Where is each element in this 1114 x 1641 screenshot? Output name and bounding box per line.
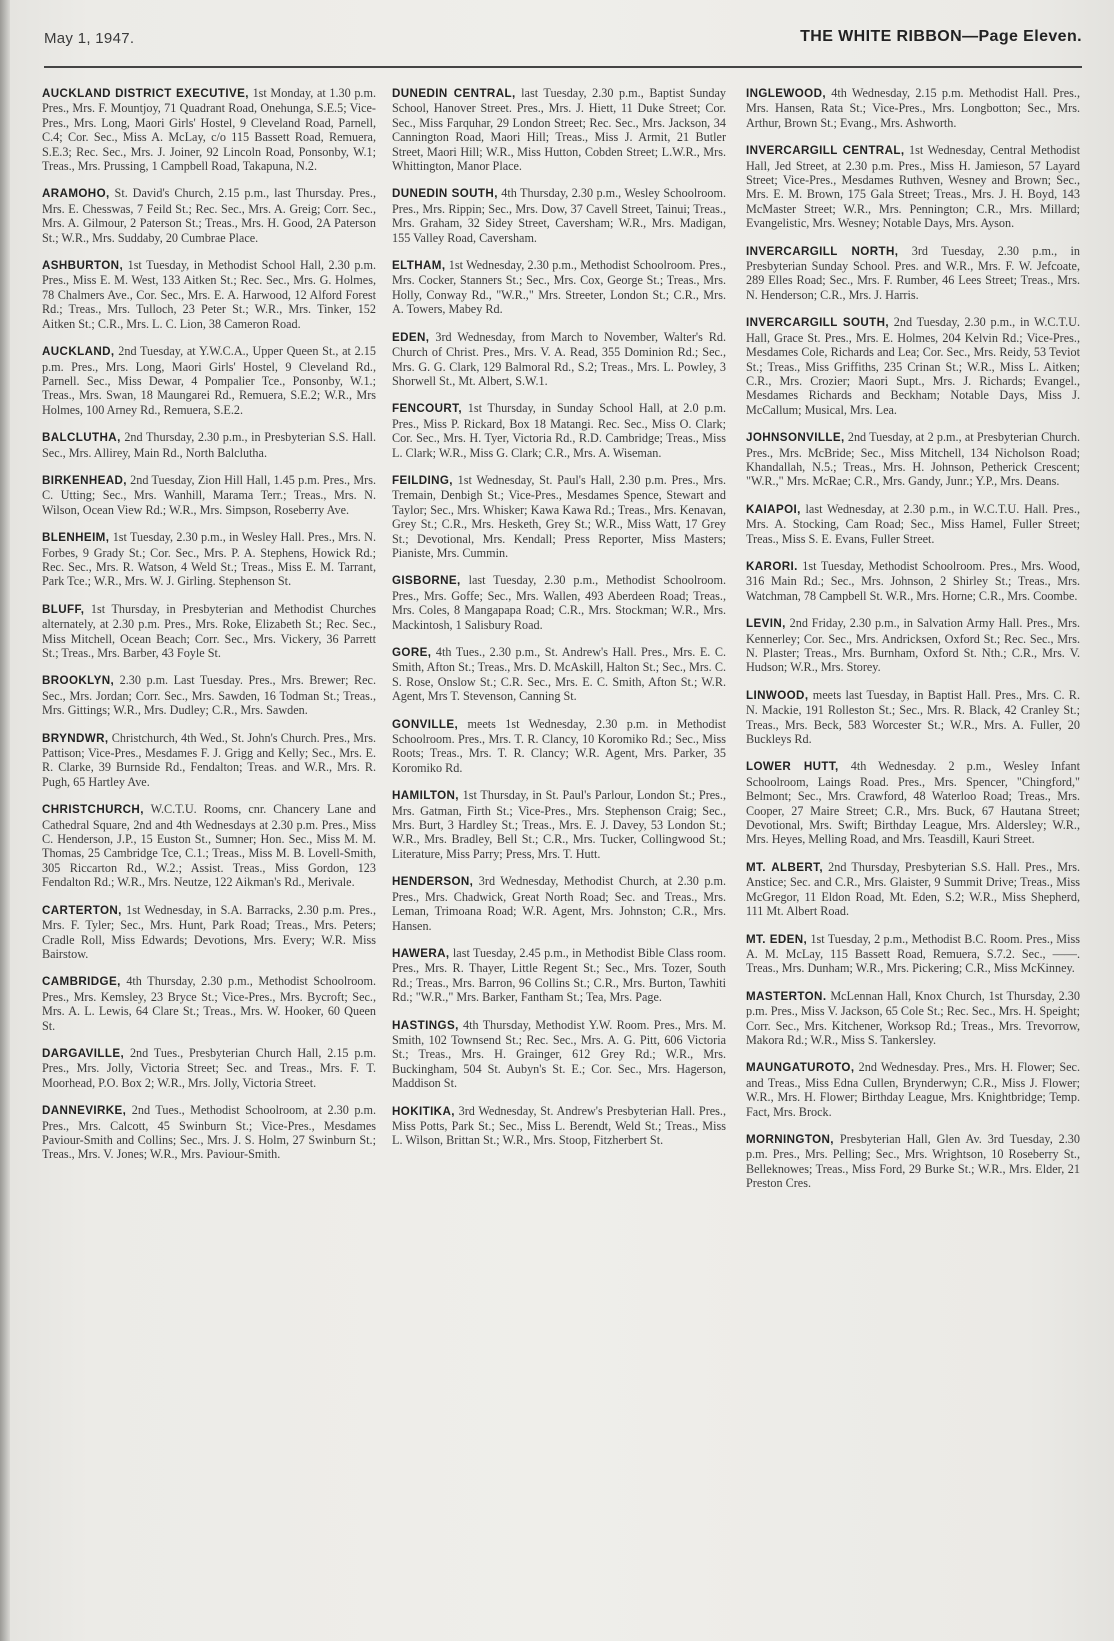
branch-name: INVERCARGILL SOUTH,	[746, 316, 890, 330]
branch-name: LOWER HUTT,	[746, 760, 839, 774]
branch-details: last Tuesday, 2.30 p.m., Baptist Sunday School, Hanover Street. Pres., Mrs. J. Hiett, 11 Duke Street; Cor. Sec., Miss Farquhar, 29 London Street; Rec. Sec., Mrs. Jackson, 34 Cannington Road, Maori Hill; Treas., Miss J. Armit, 21 Butler Street, Maori Hill; W.R., Miss Hutton, Cobden Street; L.W.R., Mrs. Whittington, Manor Place.	[392, 86, 726, 174]
branch-details: 1st Monday, at 1.30 p.m. Pres., Mrs. F. Mountjoy, 71 Quadrant Road, Onehunga, S.E.5; Vice-Pres., Mrs. Long, Maori Girls' Hostel, 9 Cleveland Road, Parnell, C.4; Cor. Sec., Miss A. McLay, c/o 115 Bassett Road, Remuera, S.E.3; Rec. Sec., Mrs. J. Joiner, 92 Lincoln Road, Ponsonby, W.1; Treas., Mrs. Prussing, 1 Campbell Road, Takapuna, N.2.	[42, 86, 377, 174]
branch-name: LEVIN,	[746, 617, 786, 631]
branch-entry	[42, 802, 376, 889]
branch-entry	[42, 430, 376, 460]
column-1	[42, 86, 376, 1175]
branch-entry	[746, 143, 1080, 230]
branch-name: MT. ALBERT,	[746, 860, 823, 874]
branch-name: MASTERTON.	[746, 989, 827, 1003]
branch-details: meets 1st Wednesday, 2.30 p.m. in Methodist Schoolroom. Pres., Mrs. T. R. Clancy, 10 Koromiko Rd.; Sec., Miss Roots; Treas., Mrs. T. R. Clancy; W.R. Agent, Mrs. Parker, 35 Koromiko Rd.	[392, 716, 727, 775]
branch-name: MORNINGTON,	[746, 1132, 834, 1146]
branch-details: 1st Tuesday, 2 p.m., Methodist B.C. Room. Pres., Miss A. M. McLay, 115 Bassett Road, Remuera, S.7.2. Sec., ——. Treas., Mrs. Dunham; W.R., Mrs. Pickering; C.R., Miss McKinney.	[746, 931, 1081, 976]
branch-name: HAMILTON,	[392, 789, 459, 803]
branch-details: 2nd Tuesday, at Y.W.C.A., Upper Queen St., at 2.15 p.m. Pres., Mrs. Long, Maori Girls' Hostel, 9 Cleveland Rd., Parnell. Sec., Miss Dewar, 4 Pompalier Tce., Ponsonby, W.1.; Treas., Mrs. Swan, 18 Maungarei Rd., Remuera, S.E.2; W.R., Mrs Holmes, 100 Arney Rd., Remuera, S.E.2.	[42, 344, 376, 417]
branch-entry	[746, 989, 1080, 1048]
header-rule	[44, 66, 1082, 68]
branch-entry	[42, 258, 376, 331]
branch-details: 4th Wednesday, 2.15 p.m. Methodist Hall. Pres., Mrs. Hansen, Rata St.; Vice-Pres., Mrs. Longbotton; Sec., Mrs. Arthur, Brown St.; Evang., Mrs. Ashworth.	[746, 86, 1080, 130]
branch-name: CAMBRIDGE,	[42, 975, 121, 989]
branch-entry	[746, 502, 1080, 546]
page-edge-shadow	[0, 0, 10, 1641]
branch-name: MAUNGATUROTO,	[746, 1061, 855, 1075]
branch-details: 1st Tuesday, in Methodist School Hall, 2.30 p.m. Pres., Miss E. M. West, 133 Aitken St.; Rec. Sec., Mrs. G. Holmes, 78 Chalmers Ave., Cor. Sec., Mrs. E. A. Harwood, 12 Alford Forest Rd.; Treas., Mrs. Tulloch, 23 Peter St.; W.R., Mrs. Tinker, 152 Aitken St.; C.R., Mrs. L. C. Lion, 38 Cameron Road.	[42, 258, 376, 331]
branch-details: 1st Wednesday, in S.A. Barracks, 2.30 p.m. Pres., Mrs. F. Tyler; Sec., Mrs. Hunt, Park Road; Treas., Mrs. Peters; Cradle Roll, Miss Edwards; Devotions, Mrs. Every; W.R. Miss Bairstow.	[42, 902, 377, 961]
branch-details: Presbyterian Hall, Glen Av. 3rd Tuesday, 2.30 p.m. Pres., Mrs. Pelling; Sec., Mrs. Wrightson, 10 Roseberry St., Belleknowes; Treas., Miss Ford, 29 Burke St.; W.R., Mrs. Elder, 21 Preston Cres.	[746, 1131, 1080, 1191]
branch-name: ASHBURTON,	[42, 259, 124, 273]
branch-entry	[746, 860, 1080, 919]
branch-entry	[392, 717, 726, 776]
branch-entry	[746, 688, 1080, 747]
branch-entry	[42, 673, 376, 717]
branch-entry	[746, 315, 1080, 417]
branch-details: 1st Wednesday, 2.30 p.m., Methodist Schoolroom. Pres., Mrs. Cocker, Stanners St.; Sec., Mrs. Cox, George St.; Treas., Mrs. Holly, Conway Rd., "W.R.," Mrs. Streeter, London St.; C.R., Mrs. A. Towers, Mabey Rd.	[392, 258, 727, 317]
branch-details: 2nd Friday, 2.30 p.m., in Salvation Army Hall. Pres., Mrs. Kennerley; Cor. Sec., Mrs. Andricksen, Oxford St.; Rec. Sec., Mrs. N. Plaster; Treas., Mrs. Burnham, Oxford St. Nth.; C.R., Mrs. V. Hudson; W.R., Mrs. Storey.	[746, 616, 1080, 675]
branch-name: INVERCARGILL CENTRAL,	[746, 144, 905, 158]
issue-date: May 1, 1947.	[44, 30, 135, 47]
branch-entry	[42, 473, 376, 517]
branch-entry	[392, 186, 726, 245]
branch-details: 1st Tuesday, 2.30 p.m., in Wesley Hall. Pres., Mrs. N. Forbes, 9 Grady St.; Cor. Sec., Mrs. P. A. Stephens, Howick Rd.; Rec. Sec., Mrs. R. Watson, 4 Weld St.; Treas., Miss E. M. Tarrant, Park Tce.; W.R., Mrs. W. J. Girling. Stephenson St.	[42, 530, 377, 589]
branch-entry	[42, 1046, 376, 1090]
branch-details: 2nd Wednesday. Pres., Mrs. H. Flower; Sec. and Treas., Miss Edna Cullen, Brynderwyn; C.R., Miss J. Flower; W.R., Mrs. H. Flower; Birthday League, Mrs. Knightbridge; Temp. Fact, Mrs. Brock.	[746, 1060, 1080, 1119]
branch-entry	[746, 1060, 1080, 1119]
branch-entry	[392, 330, 726, 389]
branch-details: meets last Tuesday, in Baptist Hall. Pres., Mrs. C. R. N. Mackie, 191 Rolleston St.; Sec., Mrs. R. Black, 42 Cranley St.; Treas., Mrs. Beck, 583 Worcester St.; W.R., Mrs. A. Fuller, 20 Buckleys Rd.	[746, 687, 1080, 747]
branch-name: BLUFF,	[42, 602, 85, 616]
branch-entry	[392, 946, 726, 1005]
branch-entry	[42, 731, 376, 790]
branch-details: 1st Wednesday, St. Paul's Hall, 2.30 p.m. Pres., Mrs. Tremain, Denbigh St.; Vice-Pres., Mesdames Spence, Stewart and Taylor; Sec., Mrs. Whisker; Kawa Kawa Rd.; Treas., Mrs. Kenavan, Grey St.; C.R., Mrs. Hesketh, Grey St.; W.R., Miss Watt, 17 Grey St.; Devotional, Mrs. Kendall; Press Reporter, Miss Masters; Pianiste, Mrs. Cummin.	[392, 472, 726, 560]
branch-name: AUCKLAND,	[42, 345, 115, 359]
branch-details: last Tuesday, 2.45 p.m., in Methodist Bible Class room. Pres., Mrs. R. Thayer, Little Regent St.; Sec., Mrs. Tozer, South Rd.; Treas., Mrs. Barron, 96 Collins St.; C.R., Mrs. Burton, Tawhiti Rd.; "W.R.," Mrs. Barker, Fantham St.; Tea, Mrs. Page.	[392, 945, 726, 1005]
branch-details: 4th Thursday, Methodist Y.W. Room. Pres., Mrs. M. Smith, 102 Townsend St.; Rec. Sec., Mrs. A. G. Pitt, 606 Victoria St.; Treas., Mrs. H. Grainger, 612 Grey Rd.; W.R., Mrs. Buckingham, 504 St. Aubyn's St. E.; Cor. Sec., Mrs. Hagerson, Maddison St.	[392, 1017, 726, 1091]
branch-name: INGLEWOOD,	[746, 87, 826, 100]
branch-details: last Tuesday, 2.30 p.m., Methodist Schoolroom. Pres., Mrs. Goffe; Sec., Mrs. Wallen, 493 Aberdeen Road; Treas., Mrs. Coles, 8 Mangapapa Road; C.R., Mrs. Stockman; W.R., Mrs. Mackintosh, 1 Salisbury Road.	[392, 573, 726, 632]
branch-details: 2nd Tues., Presbyterian Church Hall, 2.15 p.m. Pres., Mrs. Jolly, Victoria Street; Sec. and Treas., Mrs. F. T. Moorhead, P.O. Box 2; W.R., Mrs. Jolly, Victoria Street.	[42, 1045, 376, 1090]
branch-details: 4th Wednesday. 2 p.m., Wesley Infant Schoolroom, Laings Road. Pres., Mrs. Spencer, "Chingford," Belmont; Sec., Mrs. Crawford, 48 Waterloo Road; Treas., Mrs. Cooper, 27 Maire Street; C.R., Mrs. Buck, 67 Hautana Street; Devotional, Mrs. Swift; Birthday League, Mrs. Aldersley; W.R., Mrs. Heyes, Melling Road, and Mrs. Teasdill, Kauri Street.	[746, 759, 1080, 847]
branch-entry	[42, 86, 376, 173]
branch-name: GORE,	[392, 646, 432, 659]
branch-name: HOKITIKA,	[392, 1104, 455, 1118]
branch-details: 1st Wednesday, Central Methodist Hall, Jed Street, at 2.30 p.m. Pres., Miss H. Jamieson, 57 Layard Street; Vice-Pres., Mesdames Ruthven, Wesney and Brown; Sec., Mrs. E. M. Brown, 175 Gala Street; Treas., Mrs. J. H. Boyd, 143 McMaster Street; W.R., Mrs. Pennington; C.R., Mrs. Millard; Evangelistic, Mrs. Wesney; Notable Days, Mrs. Ayson.	[746, 143, 1080, 231]
branch-entry	[746, 559, 1080, 603]
branch-details: Christchurch, 4th Wed., St. John's Church. Pres., Mrs. Pattison; Vice-Pres., Mesdames F. J. Grigg and Kelly; Sec., Mrs. E. R. Clarke, 39 Burnside Rd., Fendalton; Treas. and W.R., Mrs. R. Pugh, 65 Hartley Ave.	[42, 730, 376, 789]
branch-details: 4th Tues., 2.30 p.m., St. Andrew's Hall. Pres., Mrs. E. C. Smith, Afton St.; Treas., Mrs. D. McAskill, Halton St.; Sec., Mrs. C. S. Rose, Onslow St.; C.R. Sec., Mrs. E. C. Smith, Afton St.; W.R. Agent, Mrs T. Stevenson, Canning St.	[392, 645, 726, 704]
branch-entry	[392, 258, 726, 317]
branch-entry	[746, 430, 1080, 489]
branch-name: ARAMOHO,	[42, 187, 110, 201]
branch-details: 1st Thursday, in St. Paul's Parlour, London St.; Pres., Mrs. Gatman, Firth St.; Vice-Pres., Mrs. Stephenson Craig; Sec., Mrs. Burt, 3 Hardley St.; Treas., Mrs. E. J. Davey, 53 London St.; W.R., Mrs. Bradley, Bell St.; C.R., Mrs. Tucker, Collingwood St.; Literature, Miss Parry; Press, Mrs. T. Hutt.	[392, 788, 726, 861]
column-2	[392, 86, 726, 1161]
branch-details: 4th Thursday, 2.30 p.m., Methodist Schoolroom. Pres., Mrs. Kemsley, 23 Bryce St.; Vice-Pres., Mrs. Bycroft; Sec., Mrs. A. L. Lewis, 64 Clare St.; Treas., Mrs. W. Hooker, 60 Queen St.	[42, 974, 376, 1033]
branch-entry	[42, 186, 376, 245]
branch-name: BIRKENHEAD,	[42, 473, 127, 487]
branch-details: 4th Thursday, 2.30 p.m., Wesley Schoolroom. Pres., Mrs. Rippin; Sec., Mrs. Dow, 37 Cavell Street, Tainui; Treas., Mrs. Graham, 32 Sidey Street, Caversham; W.R., Mrs. Madigan, 155 Valley Road, Caversham.	[392, 186, 726, 245]
branch-entry	[42, 974, 376, 1033]
branch-entry	[746, 616, 1080, 675]
branch-name: KAIAPOI,	[746, 502, 801, 516]
branch-entry	[42, 1103, 376, 1162]
branch-name: BALCLUTHA,	[42, 431, 121, 445]
branch-entry	[392, 1104, 726, 1148]
branch-name: DANNEVIRKE,	[42, 1104, 127, 1118]
column-3	[746, 86, 1080, 1204]
branch-name: HASTINGS,	[392, 1018, 459, 1032]
branch-name: HAWERA,	[392, 946, 450, 960]
branch-entry	[746, 932, 1080, 976]
branch-name: EDEN,	[392, 330, 430, 344]
branch-entry	[42, 344, 376, 417]
branch-name: CARTERTON,	[42, 903, 122, 917]
branch-details: last Wednesday, at 2.30 p.m., in W.C.T.U. Hall. Pres., Mrs. A. Stocking, Cam Road; Sec., Miss Hamel, Fuller Street; Treas., Miss S. E. Evans, Fuller Street.	[746, 501, 1080, 546]
branch-details: 1st Thursday, in Sunday School Hall, at 2.0 p.m. Pres., Miss P. Rickard, Box 18 Matangi. Rec. Sec., Miss O. Clark; Cor. Sec., Mrs. H. Tyer, Victoria Rd., R.D. Cambridge; Treas., Miss L. Clark; W.R., Miss G. Clark; C.R., Mrs. A. Wiseman.	[392, 401, 726, 460]
branch-details: 2nd Tuesday, Zion Hill Hall, 1.45 p.m. Pres., Mrs. C. Utting; Sec., Mrs. Wanhill, Marama Terr.; Treas., Mrs. N. Wilson, Ocean View Rd.; W.R., Mrs. Simpson, Roseberry Ave.	[42, 472, 377, 517]
branch-name: DARGAVILLE,	[42, 1046, 125, 1060]
branch-entry	[746, 1132, 1080, 1191]
branch-details: W.C.T.U. Rooms, cnr. Chancery Lane and Cathedral Square, 2nd and 4th Wednesdays at 2.30 p.m. Pres., Miss C. Henderson, J.P., 15 Euston St., Sumner; Hon. Sec., Miss M. M. Thomas, 25 Cambridge Tce, C.1.; Treas., Miss M. B. Lovell-Smith, 305 Riccarton Rd., W.2.; Assist. Treas., Miss Gordon, 123 Fendalton Rd.; W.R., Mrs. Neutze, 122 Aikman's Rd., Merivale.	[42, 802, 376, 890]
branch-entry	[746, 86, 1080, 130]
branch-name: BROOKLYN,	[42, 674, 115, 688]
branch-name: CHRISTCHURCH,	[42, 803, 144, 817]
branch-name: BLENHEIM,	[42, 531, 110, 545]
branch-entry	[392, 401, 726, 460]
branch-entry	[42, 602, 376, 661]
branch-details: 1st Tuesday, Methodist Schoolroom. Pres., Mrs. Wood, 316 Main Rd.; Sec., Mrs. Johnson, 2 Shirley St.; Treas., Mrs. Watchman, 78 Campbell St. W.R., Mrs. Horne; C.R., Mrs. Coombe.	[746, 558, 1081, 603]
branch-details: 3rd Wednesday, from March to November, Walter's Rd. Church of Christ. Pres., Mrs. V. A. Read, 355 Dominion Rd.; Sec., Mrs. G. G. Clark, 129 Balmoral Rd., S.2; Treas., Mrs. L. Powley, 3 Shorwell St., Mt. Albert, S.W.1.	[392, 329, 727, 388]
branch-details: 2nd Tues., Methodist Schoolroom, at 2.30 p.m. Pres., Mrs. Calcott, 45 Swinburn St.; Vice-Pres., Mesdames Paviour-Smith and Collins; Sec., Mrs. J. S. Holm, 27 Swinburn St.; Treas., Mrs. V. Jones; W.R., Mrs. Paviour-Smith.	[42, 1103, 377, 1162]
branch-entry	[746, 244, 1080, 303]
branch-details: 3rd Tuesday, 2.30 p.m., in Presbyterian Sunday School. Pres. and W.R., Mrs. F. W. Jefcoate, 289 Elles Road; Sec., Mrs. F. Rumber, 46 Lees Street; Treas., Mrs. N. Henderson; C.R., Mrs. J. Harris.	[746, 243, 1080, 302]
branch-entry	[392, 473, 726, 560]
branch-details: McLennan Hall, Knox Church, 1st Thursday, 2.30 p.m. Pres., Miss V. Jackson, 65 Cole St.; Rec. Sec., Mrs. H. Speight; Corr. Sec., Mrs. Kitchener, Worksop Rd.; Treas., Mrs. Trevorrow, Makora Rd.; W.R., Miss S. Tankersley.	[746, 988, 1080, 1047]
branch-details: 3rd Wednesday, St. Andrew's Presbyterian Hall. Pres., Miss Potts, Park St.; Sec., Miss L. Berendt, Weld St.; Treas., Miss L. Wilson, Brittan St.; W.R., Mrs. Stoop, Fitzherbert St.	[392, 1103, 727, 1148]
branch-name: FENCOURT,	[392, 402, 462, 416]
branch-name: FEILDING,	[392, 473, 453, 487]
branch-name: INVERCARGILL NORTH,	[746, 244, 899, 258]
branch-entry	[392, 86, 726, 173]
branch-name: ELTHAM,	[392, 259, 446, 273]
branch-name: BRYNDWR,	[42, 731, 109, 745]
branch-details: 2nd Thursday, Presbyterian S.S. Hall. Pres., Mrs. Anstice; Sec. and C.R., Mrs. Glaister, 9 Summit Drive; Treas., Miss McGregor, 11 Eldon Road, Mt. Eden, S.2; W.R., Miss Shepherd, 111 Mt. Albert Road.	[746, 859, 1080, 919]
branch-name: GISBORNE,	[392, 574, 461, 588]
branch-details: 2nd Tuesday, at 2 p.m., at Presbyterian Church. Pres., Mrs. McBride; Sec., Miss Mitchell, 134 Nicholson Road; Khandallah, N.5.; Treas., Mrs. H. Johnson, Petherick Crescent; "W.R.," Mrs. McRae; C.R., Mrs. Gandy, Junr.; Y.P., Mrs. Deans.	[746, 430, 1080, 489]
branch-entry	[392, 788, 726, 861]
branch-name: GONVILLE,	[392, 717, 459, 731]
branch-entry	[42, 530, 376, 589]
branch-name: KARORI.	[746, 559, 798, 573]
branch-entry	[392, 573, 726, 632]
branch-details: 3rd Wednesday, Methodist Church, at 2.30 p.m. Pres., Mrs. Chadwick, Great North Road; Sec. and Treas., Mrs. Leman, Trimoana Road; W.R. Agent, Mrs. Johnston; C.R., Mrs. Hansen.	[392, 874, 726, 933]
branch-name: LINWOOD,	[746, 688, 809, 702]
branch-details: 2.30 p.m. Last Tuesday. Pres., Mrs. Brewer; Rec. Sec., Mrs. Jordan; Corr. Sec., Mrs. Sawden, 16 Todman St.; Treas., Mrs. Gittings; W.R., Mrs. Dudley; C.R., Mrs. Sawden.	[42, 673, 376, 718]
publication-title: THE WHITE RIBBON—Page Eleven.	[800, 28, 1082, 45]
branch-name: DUNEDIN CENTRAL,	[392, 87, 516, 100]
branch-entry	[392, 874, 726, 933]
branch-details: St. David's Church, 2.15 p.m., last Thursday. Pres., Mrs. E. Chesswas, 7 Feild St.; Rec. Sec., Mrs. A. Greig; Corr. Sec., Mrs. A. Gilmour, 2 Paterson St.; Treas., Mrs. H. Good, 2A Paterson St.; W.R., Mrs. Suddaby, 20 Cumbrae Place.	[42, 186, 377, 245]
branch-entry	[392, 645, 726, 704]
branch-details: 2nd Tuesday, 2.30 p.m., in W.C.T.U. Hall, Grace St. Pres., Mrs. E. Holmes, 204 Kelvin Rd.; Vice-Pres., Mesdames Cole, Richards and Lea; Cor. Sec., Mrs. Reidy, 53 Teviot St.; Treas., Miss Griffiths, 235 Crinan St.; W.R., Miss L. Aitken; C.R., Mrs. Crozier; Maori Supt., Mrs. J. Richards; Evangel., Mesdames Richards and Beckham; Notable Days, Miss J. McCallum; Musical, Mrs. Lea.	[746, 315, 1080, 417]
branch-name: HENDERSON,	[392, 875, 474, 889]
branch-details: 1st Thursday, in Presbyterian and Methodist Churches alternately, at 2.30 p.m. Pres., Mrs. Roke, Elizabeth St.; Rec. Sec., Miss Mitchell, Ocean Beach; Corr. Sec., Mrs. Vickery, 36 Parrett St.; Treas., Mrs. Barber, 43 Foyle St.	[42, 601, 376, 660]
branch-details: 2nd Thursday, 2.30 p.m., in Presbyterian S.S. Hall. Sec., Mrs. Allirey, Main Rd., North Balclutha.	[42, 430, 377, 460]
branch-name: MT. EDEN,	[746, 932, 808, 946]
branch-entry	[42, 903, 376, 962]
branch-name: DUNEDIN SOUTH,	[392, 187, 498, 201]
branch-entry	[746, 759, 1080, 846]
branch-entry	[392, 1018, 726, 1091]
branch-name: JOHNSONVILLE,	[746, 431, 845, 445]
branch-name: AUCKLAND DISTRICT EXECUTIVE,	[42, 87, 249, 100]
